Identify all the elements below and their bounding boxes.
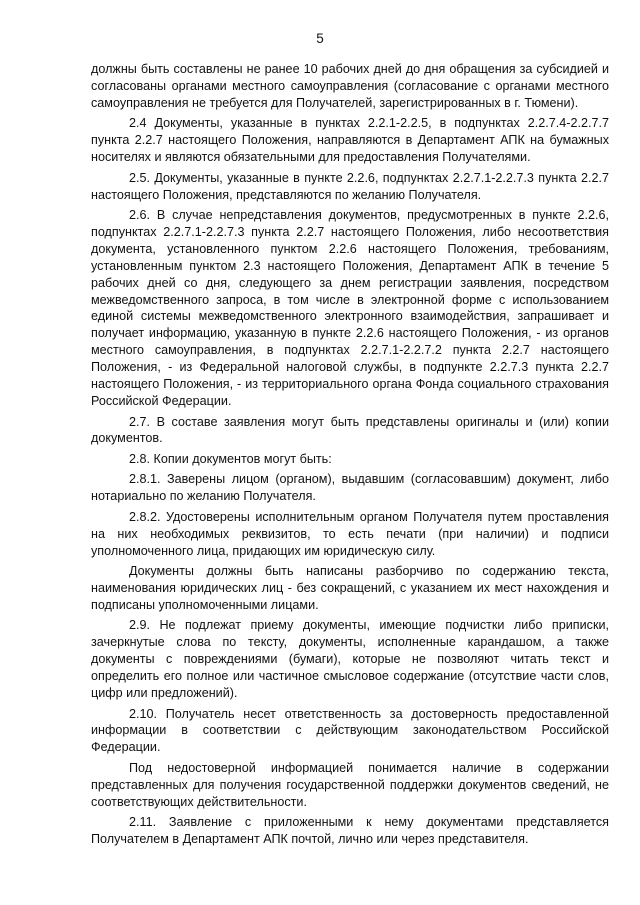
page-number: 5 [316,31,324,46]
paragraph-2-7: 2.7. В составе заявления могут быть представлены оригиналы и (или) копии документов. [91,414,609,446]
paragraph-documents-requirements: Документы должны быть написаны разборчиво по содержанию текста, наименования юридических лиц - без сокращений, с указанием их мест нахождения и подписаны уполномоченными лицами. [91,564,609,612]
paragraph-continuation: должны быть составлены не ранее 10 рабочих дней до дня обращения за субсидией и согласованы органами местного самоуправления (согласование с органами местного самоуправления не требуется для Получателей, зарегистрированных в г. Тюмени). [91,62,609,110]
paragraph-2-4: 2.4 Документы, указанные в пунктах 2.2.1-2.2.5, в подпунктах 2.2.7.4-2.2.7.7 пункта 2.2.7 настоящего Положения, направляются в Департамент АПК на бумажных носителях и являются обязательными для предоставления Получателями. [91,116,609,165]
paragraph-2-10: 2.10. Получатель несет ответственность за достоверность предоставленной информации в соответствии с действующим законодательством Российской Федерации. [91,706,609,755]
paragraph-false-information: Под недостоверной информацией понимается наличие в содержании представленных для получения государственной поддержки документов сведений, не соответствующих действительности. [91,760,609,809]
paragraph-2-11: 2.11. Заявление с приложенными к нему документами представляется Получателем в Департамент АПК почтой, лично или через представителя. [91,815,609,847]
paragraph-2-8-1: 2.8.1. Заверены лицом (органом), выдавшим (согласовавшим) документ, либо нотариально по желанию Получателя. [91,472,609,504]
paragraph-2-5: 2.5. Документы, указанные в пункте 2.2.6, подпунктах 2.2.7.1-2.2.7.3 пункта 2.2.7 настоящего Положения, представляются по желанию Получателя. [91,170,609,202]
paragraph-2-8: 2.8. Копии документов могут быть: [129,451,332,466]
document-body [91,61,609,848]
paragraph-2-9: 2.9. Не подлежат приему документы, имеющие подчистки либо приписки, зачеркнутые слова по тексту, документы, исполненные карандашом, а также документы с повреждениями (бумаги), которые не позволяют читать текст и определить его полное или частичное смысловое содержание (отсутствие части слов, цифр или предложений). [91,618,609,701]
paragraph-2-8-2: 2.8.2. Удостоверены исполнительным органом Получателя путем проставления на них необходимых реквизитов, то есть печати (при наличии) и подписи уполномоченного лица, придающих им юридическую силу. [91,509,609,558]
paragraph-2-6: 2.6. В случае непредставления документов, предусмотренных в пункте 2.2.6, подпунктах 2.2.7.1-2.2.7.3 пункта 2.2.7 настоящего Положения, либо несоответствия документа, установленного пунктом 2.2.6 настоящего Положения, требованиям, установленным пунктом 2.3 настоящего Положения, Департамент АПК в течение 5 рабочих дней со дня, следующего за днем регистрации заявления, посредством межведомственного запроса, в том числе в электронной форме с использованием единой системы межведомственного электронного взаимодействия, запрашивает и получает информацию, указанную в пункте 2.2.6 настоящего Положения, - из органов местного самоуправления, в подпунктах 2.2.7.1-2.2.7.2 пункта 2.2.7 настоящего Положения, - из Федеральной налоговой службы, в подпункте 2.2.7.3 пункта 2.2.7 настоящего Положения, - из территориального органа Фонда социального страхования Российской Федерации. [91,208,609,408]
